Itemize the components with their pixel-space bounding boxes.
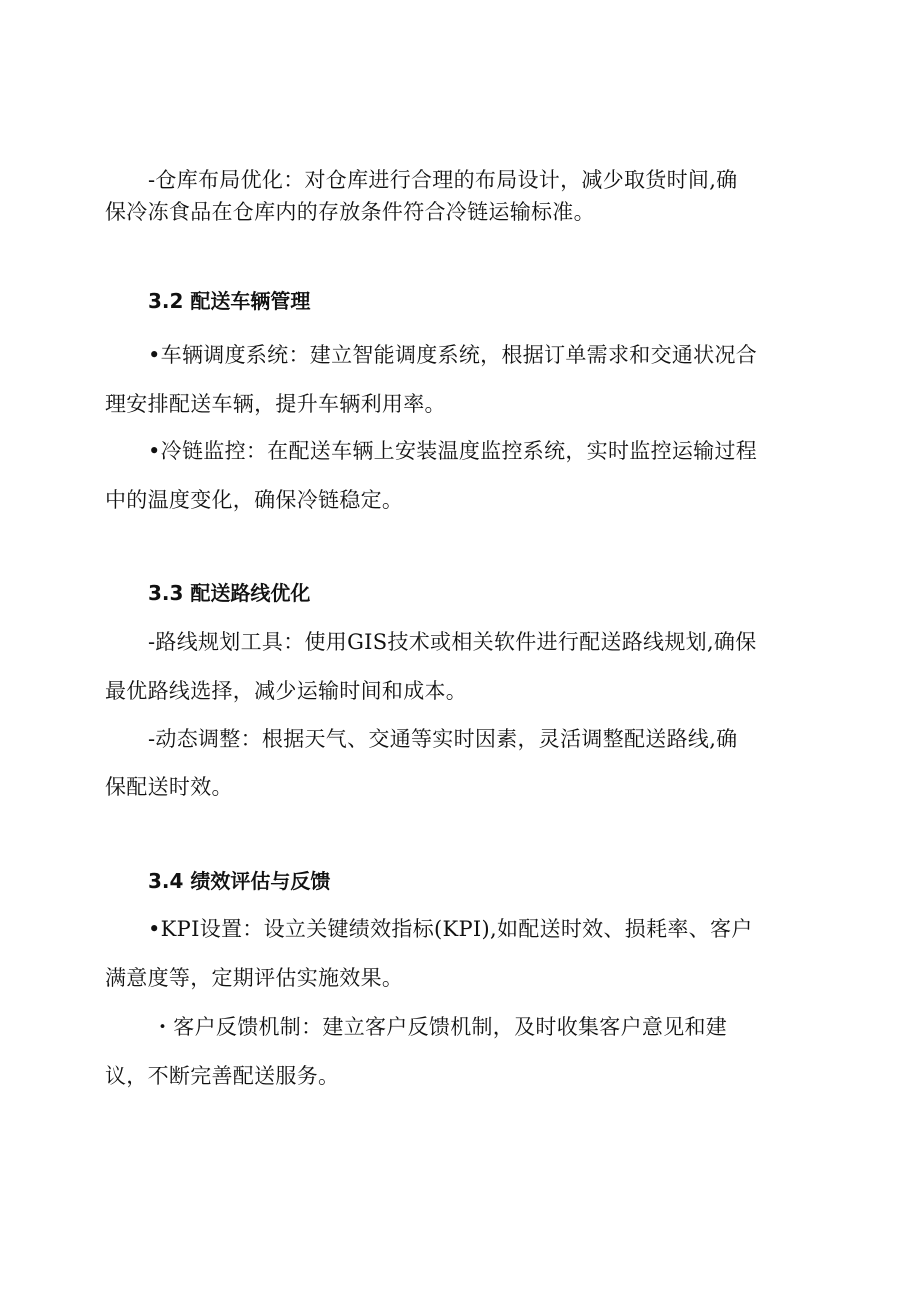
paragraph-line: •车辆调度系统：建立智能调度系统，根据订单需求和交通状况合 bbox=[148, 343, 758, 367]
paragraph-line: 保冷冻食品在仓库内的存放条件符合冷链运输标准。 bbox=[105, 200, 595, 224]
paragraph-line: ・客户反馈机制：建立客户反馈机制，及时收集客户意见和建 bbox=[152, 1015, 728, 1039]
paragraph-line: •冷链监控：在配送车辆上安装温度监控系统，实时监控运输过程 bbox=[148, 439, 758, 463]
paragraph-line: -路线规划工具：使用GIS技术或相关软件进行配送路线规划,确保 bbox=[148, 630, 757, 654]
paragraph-line: 中的温度变化，确保冷链稳定。 bbox=[105, 488, 404, 512]
paragraph-line: 议，不断完善配送服务。 bbox=[105, 1064, 340, 1088]
paragraph-line: -仓库布局优化：对仓库进行合理的布局设计，减少取货时间,确 bbox=[148, 168, 738, 192]
paragraph-line: 满意度等，定期评估实施效果。 bbox=[105, 966, 404, 990]
paragraph-line: 最优路线选择，减少运输时间和成本。 bbox=[105, 679, 468, 703]
section-heading: 3.2 配送车辆管理 bbox=[148, 289, 311, 313]
paragraph-line: 保配送时效。 bbox=[105, 775, 233, 799]
paragraph-line: -动态调整：根据天气、交通等实时因素，灵活调整配送路线,确 bbox=[148, 727, 738, 751]
section-heading: 3.4 绩效评估与反馈 bbox=[148, 869, 331, 893]
paragraph-line: •KPI设置：设立关键绩效指标(KPI),如配送时效、损耗率、客户 bbox=[148, 917, 753, 941]
section-heading: 3.3 配送路线优化 bbox=[148, 581, 311, 605]
paragraph-line: 理安排配送车辆，提升车辆利用率。 bbox=[105, 392, 446, 416]
